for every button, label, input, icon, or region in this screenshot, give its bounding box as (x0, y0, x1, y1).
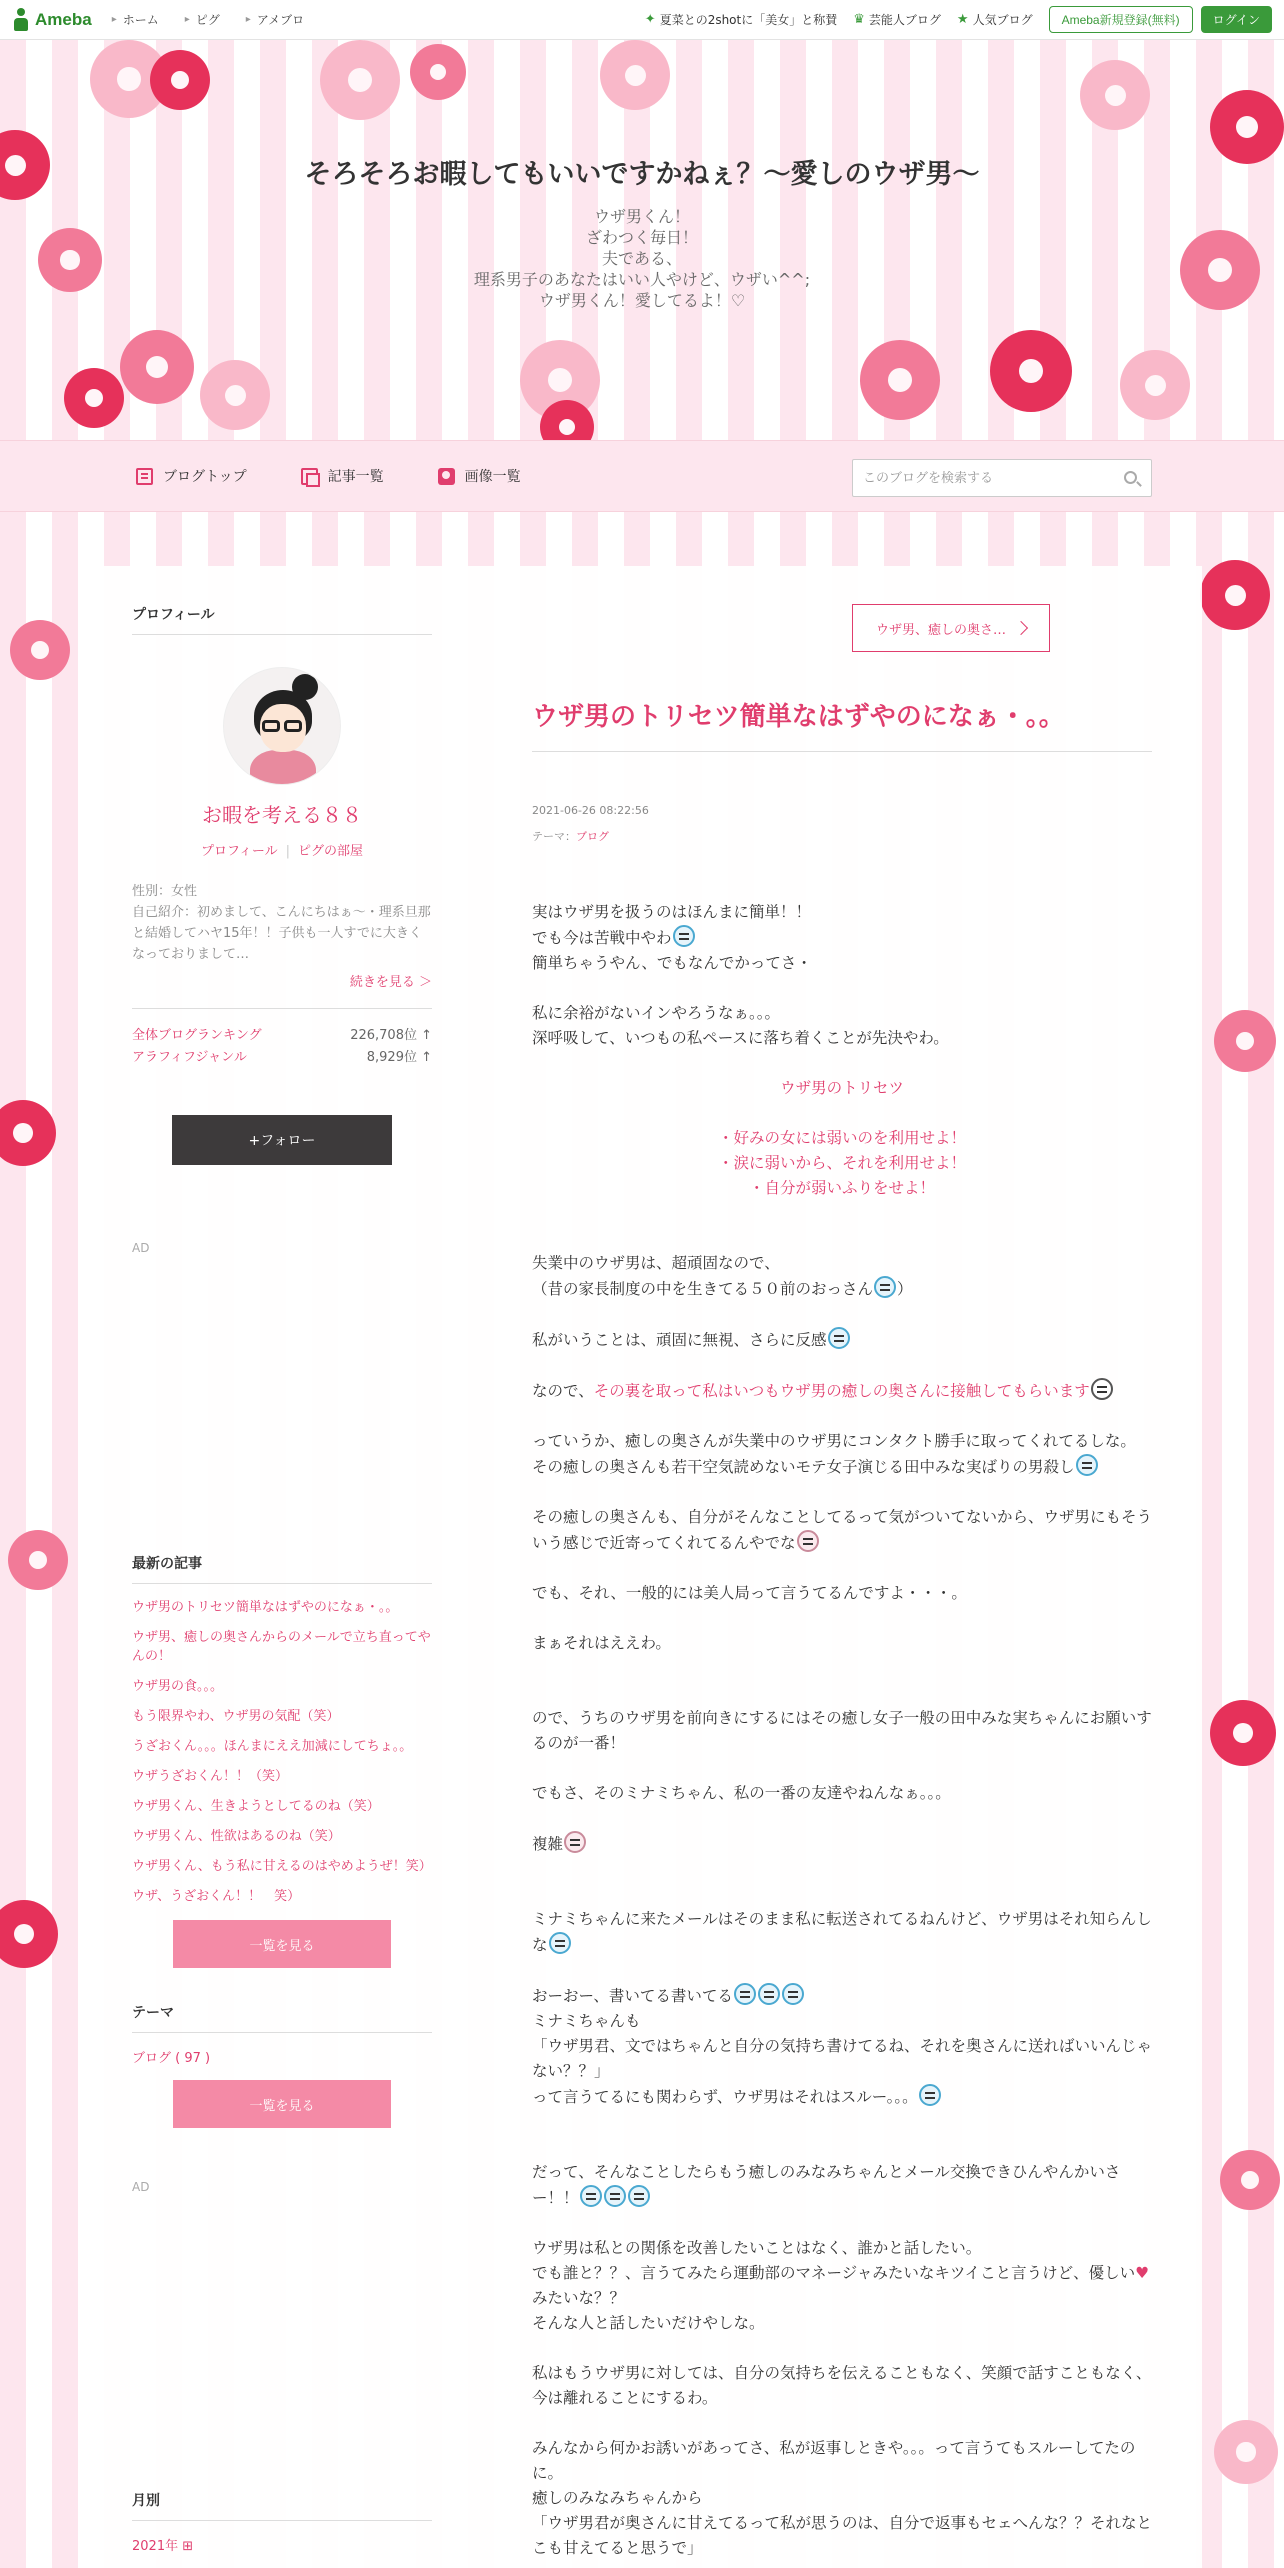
images-link[interactable] (438, 466, 521, 486)
search-icon[interactable] (1124, 471, 1137, 484)
profile-more-link[interactable]: 続きを見る ＞ (349, 975, 432, 990)
body-text-span: 複雑 (532, 1835, 564, 1853)
body-text: 「ウザ男君が奥さんに甘えてるって私が思うのは、自分で返事もセェへんな？？それなとこも甘えてると思うで」 (532, 2514, 1153, 2557)
emoji-icon (1076, 1454, 1098, 1476)
avatar-bun (292, 674, 318, 700)
recent-list-button[interactable]: 一覧を見る (173, 1920, 391, 1968)
avatar-body (250, 750, 316, 785)
entries-label: 記事一覧 (327, 469, 384, 485)
emoji-icon (580, 2185, 602, 2207)
blossom-decoration (10, 620, 70, 680)
list-icon (301, 468, 318, 485)
register-button[interactable]: Ameba新規登録(無料) (1049, 6, 1193, 33)
popular-blog-label: 人気ブログ (972, 13, 1033, 27)
body-text-span: なので、 (532, 1382, 594, 1400)
body-text (532, 2261, 1152, 2311)
nav-pig-link[interactable]: ▸ ピグ (185, 11, 220, 28)
blog-description (0, 206, 1284, 311)
body-text: 癒しのみなみちゃんから (532, 2489, 703, 2507)
body-text-span: だって、そんなことしたらもう癒しのみなみちゃんとメール交換できひんやんかいさー！！ (532, 2163, 1121, 2207)
recent-item[interactable]: ウザうざおくん！！（笑） (132, 1769, 289, 1784)
body-text: 私はもうウザ男に対しては、自分の気持ちを伝えることもなく、笑顔で話すこともなく、今は離れることにするわ。 (532, 2364, 1152, 2407)
emoji-icon (604, 2185, 626, 2207)
ameba-logo-text: Ameba (35, 9, 92, 29)
month-item-label: 2021年 (132, 2539, 179, 2554)
body-text-span: おーおー、書いてる書いてる (532, 1987, 733, 2005)
theme-list-button[interactable]: 一覧を見る (173, 2080, 391, 2128)
recent-item[interactable]: ウザ男、癒しの奥さんからのメールで立ち直ってやんの！ (132, 1630, 431, 1664)
body-text-highlight: その裏を取って私はいつもウザ男の癒しの奥さんに接触してもらいます (593, 1382, 1090, 1400)
torisetsu-heading: ウザ男のトリセツ (780, 1079, 904, 1097)
blog-description-line: 理系男子のあなたはいい人やけど、ウザい^^; (473, 270, 811, 289)
month-item[interactable] (132, 2535, 432, 2554)
ameba-logo[interactable] (12, 8, 92, 32)
avatar-glasses (284, 720, 302, 732)
emoji-icon (758, 1983, 780, 2005)
body-text: 実はウザ男を扱うのはほんまに簡単！！ (532, 903, 812, 921)
ad-label: AD (132, 2180, 150, 2194)
emoji-icon (874, 1276, 896, 1298)
rank-genre-value: 8,929位 ↑ (366, 1050, 432, 1065)
star-icon: ★ (956, 12, 969, 27)
body-text: でもさ、そのミナミちゃん、私の一番の友達やねんなぁ。。。 (532, 1784, 951, 1802)
separator: | (285, 844, 291, 859)
body-text-span: その癒しの奥さんも若干空気読めないモテ女子演じる田中みな実ばりの男殺し (532, 1458, 1075, 1476)
entries-link[interactable] (301, 466, 384, 486)
emoji-icon (673, 925, 695, 947)
camera-icon (438, 468, 455, 485)
body-text: ミナミちゃんも (532, 2012, 641, 2030)
follow-button[interactable]: +フォロー (172, 1115, 392, 1165)
article-theme (532, 828, 609, 844)
prev-article-label: ウザ男、癒しの奥さ… (875, 622, 1006, 638)
body-text: 簡単ちゃうやん、でもなんでかってさ・ (532, 954, 812, 972)
article-theme-link[interactable]: ブログ (576, 830, 609, 843)
body-text: っていうか、癒しの奥さんが失業中のウザ男にコンタクト勝手に取ってくれてるしな。 (532, 1432, 1136, 1450)
recent-item[interactable]: うざおくん。。。ほんまにええ加減にしてちょ。。 (132, 1739, 413, 1754)
ad-label: AD (132, 1241, 150, 1255)
body-text-span: でも誰と？？、言うてみたら運動部のマネージャみたいなキツイこと言うけど、優しい (532, 2264, 1136, 2282)
sparkle-icon: ✦ (644, 12, 656, 27)
prev-article-button[interactable] (852, 604, 1050, 652)
body-text (532, 2160, 1152, 2211)
body-text-span: その癒しの奥さんも、自分がそんなことしてるって気がついてないから、ウザ男にもそういう感じで近寄ってくれてるんやでな (532, 1508, 1153, 1552)
profile-heading: プロフィール (132, 604, 432, 635)
rank-all-link[interactable]: 全体ブログランキング (132, 1028, 262, 1043)
body-text (532, 1454, 1152, 1480)
emoji-icon (564, 1831, 586, 1853)
recent-item[interactable]: ウザ男のトリセツ簡単なはずやのになぁ・。。 (132, 1600, 399, 1615)
avatar[interactable] (223, 667, 341, 785)
book-icon (136, 468, 153, 485)
blossom-decoration (1210, 1700, 1276, 1766)
emoji-icon (1091, 1378, 1113, 1400)
blog-search-input[interactable] (863, 471, 1103, 486)
emoji-icon (919, 2084, 941, 2106)
body-text (532, 1378, 1152, 1404)
nav-ameblo-link[interactable]: ▸ アメブロ (246, 11, 304, 28)
profile-name[interactable]: お暇を考える８８ (202, 803, 362, 827)
blog-title[interactable]: そろそろお暇してもいいですかねぇ？〜愛しのウザ男〜 (304, 159, 980, 190)
article-body (532, 900, 1152, 2561)
blossom-decoration (1220, 2150, 1280, 2210)
celebrity-blog-link[interactable] (853, 11, 941, 28)
body-text: みんなから何かお誘いがあってさ、私が返事しときや。。。って言うてもスルーしてたのに。 (532, 2439, 1136, 2482)
theme-heading: テーマ (132, 2002, 432, 2033)
theme-item-blog[interactable]: ブログ ( 97 ) (132, 2051, 211, 2066)
blog-nav (0, 440, 1284, 512)
heart-icon: ♥ (1135, 2264, 1150, 2282)
article-date: 2021-06-26 08:22:56 (532, 804, 649, 817)
recent-item[interactable]: ウザ男くん、性欲はあるのね（笑） (132, 1829, 341, 1844)
body-text: そんな人と話したいだけやしな。 (532, 2314, 765, 2332)
global-nav (112, 11, 330, 28)
body-text (532, 1983, 1152, 2009)
rank-all-value: 226,708位 ↑ (350, 1028, 432, 1043)
body-text (532, 1831, 1152, 1857)
month-heading: 月別 (132, 2490, 432, 2521)
ameba-logo-icon (12, 8, 30, 32)
body-text: 失業中のウザ男は、超頑固なので、 (532, 1254, 780, 1272)
body-text: 深呼吸して、いつもの私ペースに落ち着くことが先決やわ。 (532, 1029, 949, 1047)
blossom-decoration (0, 1900, 58, 1968)
blog-search (852, 459, 1152, 497)
popular-blog-link[interactable] (957, 11, 1033, 28)
blog-description-line: ウザ男くん！愛してるよ！♡ (538, 291, 746, 310)
emoji-icon (628, 2185, 650, 2207)
body-text (532, 1276, 1152, 1302)
body-text: まぁそれはええわ。 (532, 1634, 671, 1652)
body-text (532, 1505, 1152, 1556)
celebrity-blog-label: 芸能人ブログ (868, 13, 941, 27)
body-text-span: 私がいうことは、頑固に無視、さらに反感 (532, 1331, 827, 1349)
recent-item[interactable]: もう限界やわ、ウザ男の気配（笑） (132, 1709, 340, 1724)
body-text: 私に余裕がないインやろうなぁ。。。 (532, 1004, 781, 1022)
torisetsu-item: ・自分が弱いふりをせよ！ (748, 1179, 935, 1197)
blog-top-label: ブログトップ (163, 469, 247, 485)
body-text: でも、それ、一般的には美人局って言うてるんですよ・・・。 (532, 1584, 967, 1602)
rank-row-genre (132, 1047, 432, 1069)
body-text: ウザ男は私との関係を改善したいことはなく、誰かと話したい。 (532, 2239, 982, 2257)
main-container (82, 566, 1202, 2568)
pig-room-link[interactable]: ピグの部屋 (298, 844, 364, 859)
sidebar (132, 604, 432, 2554)
avatar-glasses (262, 720, 280, 732)
blossom-decoration (1214, 1010, 1276, 1072)
blog-description-line: ウザ男くん！ (593, 207, 690, 226)
body-text-span: って言うてるにも関わらず、ウザ男はそれはスルー。。。 (532, 2088, 918, 2106)
torisetsu-item: ・涙に弱いから、それを利用せよ！ (717, 1154, 966, 1172)
crown-icon: ♛ (853, 12, 865, 27)
recent-item[interactable]: ウザ男の食。。。 (132, 1679, 224, 1694)
blossom-decoration (0, 1100, 56, 1166)
article-title[interactable]: ウザ男のトリセツ簡単なはずやのになぁ・。。 (532, 696, 1152, 752)
body-text (532, 2084, 1152, 2110)
blog-header (0, 40, 1284, 440)
images-label: 画像一覧 (464, 469, 521, 485)
profile-text: 性別：女性 自己紹介：初めまして、こんにちはぁ〜・理系旦那と結婚してハヤ15年！！子供も一人すでに大きくなっておりまして… (132, 884, 431, 962)
body-text-span: （昔の家長制度の中を生きてる５０前のおっさん (532, 1280, 874, 1298)
chevron-right-icon (1014, 621, 1028, 635)
expand-icon[interactable]: ⊞ (182, 2539, 194, 2554)
header-right-links (645, 6, 1284, 33)
news-link[interactable] (645, 11, 837, 28)
blossom-decoration (1214, 2420, 1278, 2484)
ameba-header-bar (0, 0, 1284, 40)
emoji-icon (828, 1327, 850, 1349)
nav-home-link[interactable]: ▸ ホーム (112, 11, 159, 28)
emoji-icon (734, 1983, 756, 2005)
torisetsu-item: ・好みの女には弱いのを利用せよ！ (717, 1129, 966, 1147)
blog-top-link[interactable] (136, 466, 247, 486)
recent-item[interactable]: ウザ、うざおくん！！ 笑） (132, 1889, 301, 1904)
body-text: 「ウザ男君、文ではちゃんと自分の気持ち書けてるね、それを奥さんに送ればいいんじゃない？？」 (532, 2037, 1153, 2080)
news-link-label: 夏菜との2shotに「美女」と称賛 (659, 13, 838, 27)
body-text: ので、うちのウザ男を前向きにするにはその癒し女子一般の田中みな実ちゃんにお願いするのが一番！ (532, 1709, 1152, 1752)
body-text-span: みたいな？？ (532, 2289, 626, 2307)
body-text-span: ミナミちゃんに来たメールはそのまま私に転送されてるねんけど、ウザ男はそれ知らんしな (532, 1910, 1152, 1954)
article-theme-label: テーマ： (532, 830, 576, 843)
blossom-decoration (8, 1530, 68, 1590)
blog-description-line: 夫である、 (601, 249, 682, 268)
profile-links (132, 840, 432, 859)
body-text-span: でも今は苦戦中やわ (532, 929, 672, 947)
rank-genre-link[interactable]: アラフィフジャンル (132, 1050, 247, 1065)
login-button[interactable]: ログイン (1201, 6, 1272, 33)
blossom-decoration (1200, 560, 1270, 630)
rank-row-all (132, 1025, 432, 1047)
body-text-span: ） (897, 1280, 913, 1298)
profile-link[interactable]: プロフィール (200, 844, 278, 859)
recent-item[interactable]: ウザ男くん、もう私に甘えるのはやめようぜ！笑） (132, 1859, 432, 1874)
body-text (532, 1907, 1152, 1958)
blog-description-line: ざわつく毎日！ (585, 228, 698, 247)
recent-item[interactable]: ウザ男くん、生きようとしてるのね（笑） (132, 1799, 380, 1814)
body-text (532, 925, 1152, 951)
recent-list (132, 1598, 432, 1906)
emoji-icon (549, 1932, 571, 1954)
emoji-icon (782, 1983, 804, 2005)
body-text (532, 1327, 1152, 1353)
recent-heading: 最新の記事 (132, 1553, 432, 1584)
emoji-icon (797, 1530, 819, 1552)
ranking-box (132, 1008, 432, 1069)
